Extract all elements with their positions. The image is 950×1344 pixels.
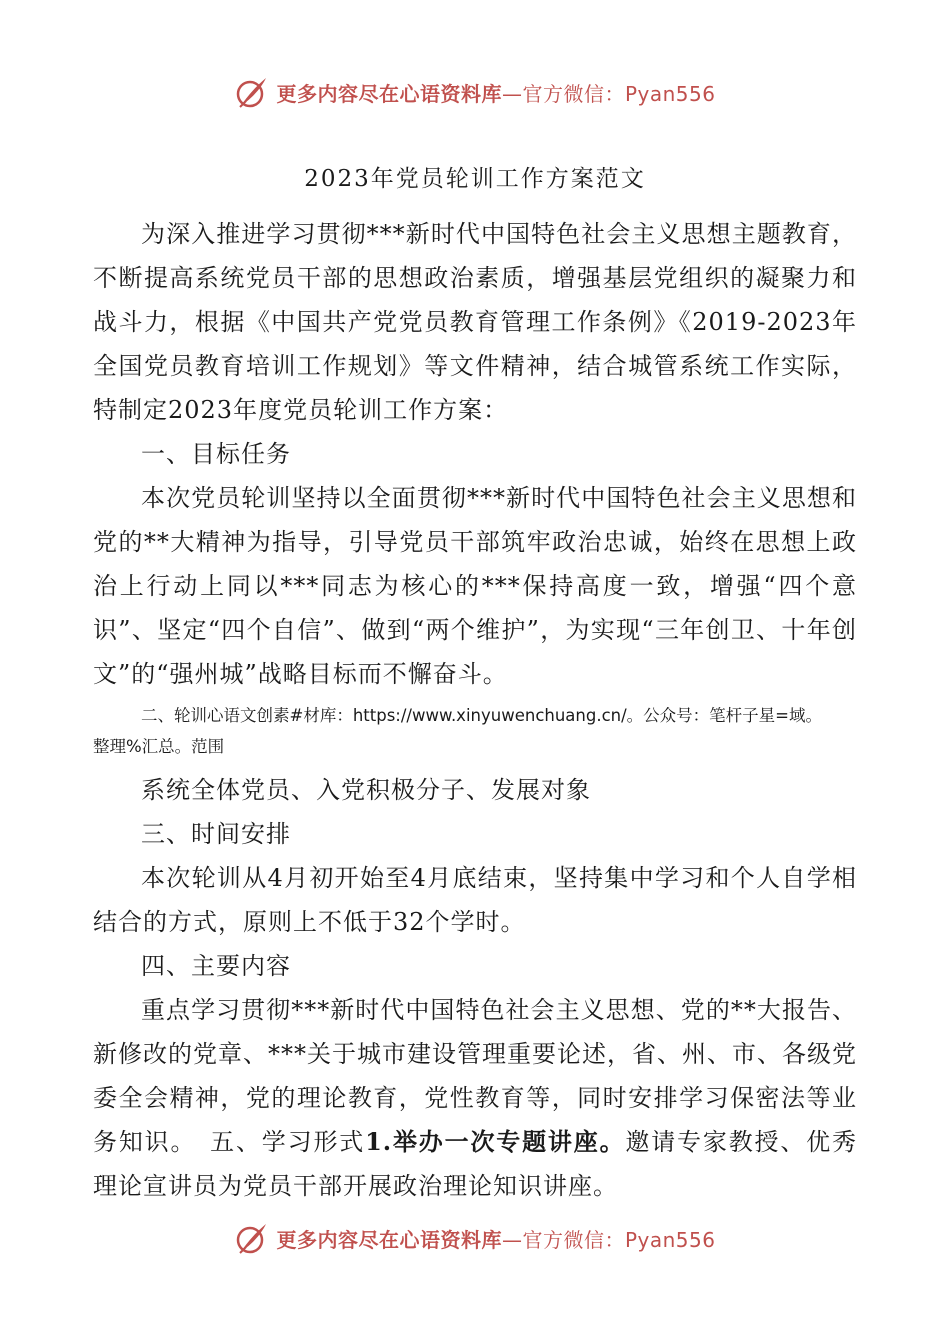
header-banner — [0, 72, 950, 112]
section-1-heading: 一、目标任务 — [141, 440, 291, 468]
watermark-note-line-2: 整理%汇总。范围 — [93, 737, 225, 756]
section-4-body — [93, 988, 857, 1208]
document-body — [93, 212, 857, 1208]
section-4-body-text: 重点学习贯彻***新时代中国特色社会主义思想、党的**大报告、新修改的党章、***关于城市建设管理重要论述，省、州、市、各级党委全会精神，党的理论教育，党性教育等，同时安排学习保密法等业务知识。 — [93, 996, 857, 1156]
section-3-body: 本次轮训从4月初开始至4月底结束，坚持集中学习和个人自学相结合的方式，原则上不低于32个学时。 — [93, 864, 857, 936]
section-5-heading: 五、学习形式 — [184, 1128, 366, 1156]
section-2-body: 系统全体党员、入党积极分子、发展对象 — [141, 776, 591, 804]
banner-text-main: 更多内容尽在心语资料库 — [276, 81, 502, 106]
watermark-note — [93, 700, 857, 762]
intro-paragraph: 为深入推进学习贯彻***新时代中国特色社会主义思想主题教育，不断提高系统党员干部的思想政治素质，增强基层党组织的凝聚力和战斗力，根据《中国共产党党员教育管理工作条例》《2019-2023年全国党员教育培训工作规划》等文件精神，结合城管系统工作实际，特制定2023年度党员轮训工作方案： — [93, 220, 857, 424]
banner-text-wechat: —官方微信：Pyan556 — [501, 1227, 716, 1252]
banner-text-wechat: —官方微信：Pyan556 — [501, 81, 716, 106]
quill-pen-logo-icon — [234, 1220, 270, 1256]
footer-banner — [0, 1218, 950, 1258]
document-title: 2023年党员轮训工作方案范文 — [304, 166, 646, 192]
section-3-heading: 三、时间安排 — [141, 820, 291, 848]
section-4-heading: 四、主要内容 — [141, 952, 291, 980]
banner-text — [276, 78, 715, 107]
watermark-note-line-1: 二、轮训心语文创素#材库：https://www.xinyuwenchuang.cn/。公众号：笔杆子星=域。 — [141, 706, 823, 725]
section-5-strong-item: 1.举办一次专题讲座。 — [365, 1127, 626, 1156]
section-5-body: 邀请专家教授、优秀理论宣讲员为党员干部开展政治理论知识讲座。 — [93, 1128, 858, 1200]
section-1-body: 本次党员轮训坚持以全面贯彻***新时代中国特色社会主义思想和党的**大精神为指导，引导党员干部筑牢政治忠诚，始终在思想上政治上行动上同以***同志为核心的***保持高度一致，增强“四个意识”、坚定“四个自信”、做到“两个维护”，为实现“三年创卫、十年创文”的“强州城”战略目标而不懈奋斗。 — [93, 484, 857, 688]
banner-text — [276, 1224, 715, 1253]
quill-pen-logo-icon — [234, 74, 270, 110]
banner-text-main: 更多内容尽在心语资料库 — [276, 1227, 502, 1252]
